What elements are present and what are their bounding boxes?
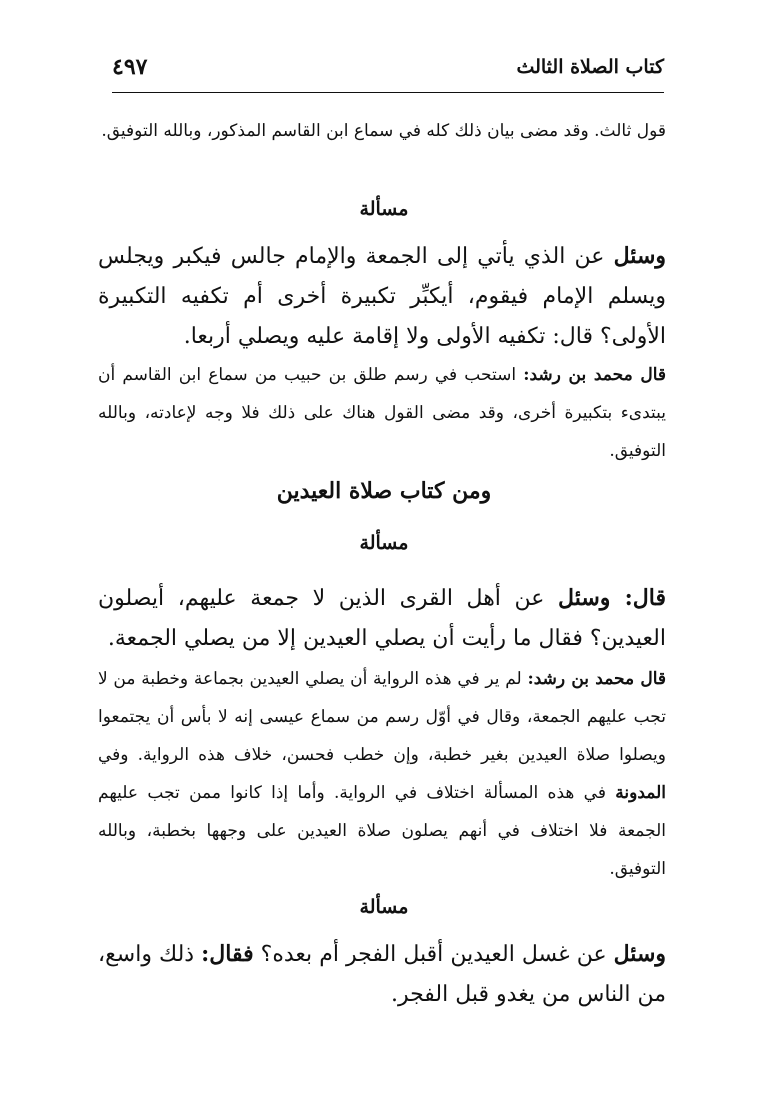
question-paragraph bbox=[98, 236, 666, 357]
paragraph-text: استحب في رسم طلق بن حبيب من سماع ابن القاسم أن يبتدىء بتكبيرة أخرى، وقد مضى القول هناك على ذلك فلا وجه لإعادته، وبالله التوفيق. bbox=[98, 365, 666, 461]
issue-heading: مسألة bbox=[359, 532, 409, 554]
paragraph-lead: قال: وسئل bbox=[558, 585, 666, 611]
page-number: ٤٩٧ bbox=[112, 54, 148, 80]
question-paragraph bbox=[98, 578, 666, 659]
cited-book-title: المدونة bbox=[615, 783, 666, 803]
page-header bbox=[112, 52, 664, 93]
paragraph-lead: قال محمد بن رشد: bbox=[523, 365, 666, 385]
answer-lead: فقال: bbox=[201, 941, 254, 967]
commentary-paragraph bbox=[98, 356, 666, 470]
paragraph-text: ذلك واسع، من الناس من يغدو قبل الفجر. bbox=[98, 942, 666, 1007]
chapter-heading: ومن كتاب صلاة العيدين bbox=[276, 478, 492, 504]
issue-heading: مسألة bbox=[359, 198, 409, 220]
question-paragraph bbox=[98, 934, 666, 1015]
paragraph-lead: وسئل bbox=[613, 243, 666, 269]
paragraph-text: عن غسل العيدين أقبل الفجر أم بعده؟ bbox=[253, 942, 614, 967]
commentary-paragraph bbox=[98, 660, 666, 888]
paragraph-lead: وسئل bbox=[613, 941, 666, 967]
running-title: كتاب الصلاة الثالث bbox=[516, 56, 664, 78]
paragraph-text: لم ير في هذه الرواية أن يصلي العيدين بجماعة وخطبة من لا تجب عليهم الجمعة، وقال في أوّل رسم من سماع عيسى إنه لا بأس أن يجتمعوا ويصلوا صلاة العيدين بغير خطبة، وإن خطب فحسن، خلاف هذه الرواية. وفي bbox=[98, 669, 666, 765]
paragraph-text: في هذه المسألة اختلاف في الرواية. وأما إذا كانوا ممن تجب عليهم الجمعة فلا اختلاف في أنهم يصلون صلاة العيدين على وجهها بخطبة، وبالله التوفيق. bbox=[98, 783, 666, 879]
issue-heading: مسألة bbox=[359, 896, 409, 918]
paragraph-text: عن أهل القرى الذين لا جمعة عليهم، أيصلون العيدين؟ فقال ما رأيت أن يصلي العيدين إلا من يصلي الجمعة. bbox=[98, 586, 666, 651]
paragraph-continuation bbox=[98, 112, 666, 150]
paragraph-text: عن الذي يأتي إلى الجمعة والإمام جالس فيكبر ويجلس ويسلم الإمام فيقوم، أيكبِّر تكبيرة أخرى أم تكفيه التكبيرة الأولى؟ قال: تكفيه الأولى ولا إقامة عليه ويصلي أربعا. bbox=[98, 244, 666, 349]
paragraph-text: قول ثالث. وقد مضى بيان ذلك كله في سماع ابن القاسم المذكور، وبالله التوفيق. bbox=[101, 121, 666, 141]
paragraph-lead: قال محمد بن رشد: bbox=[527, 669, 667, 689]
